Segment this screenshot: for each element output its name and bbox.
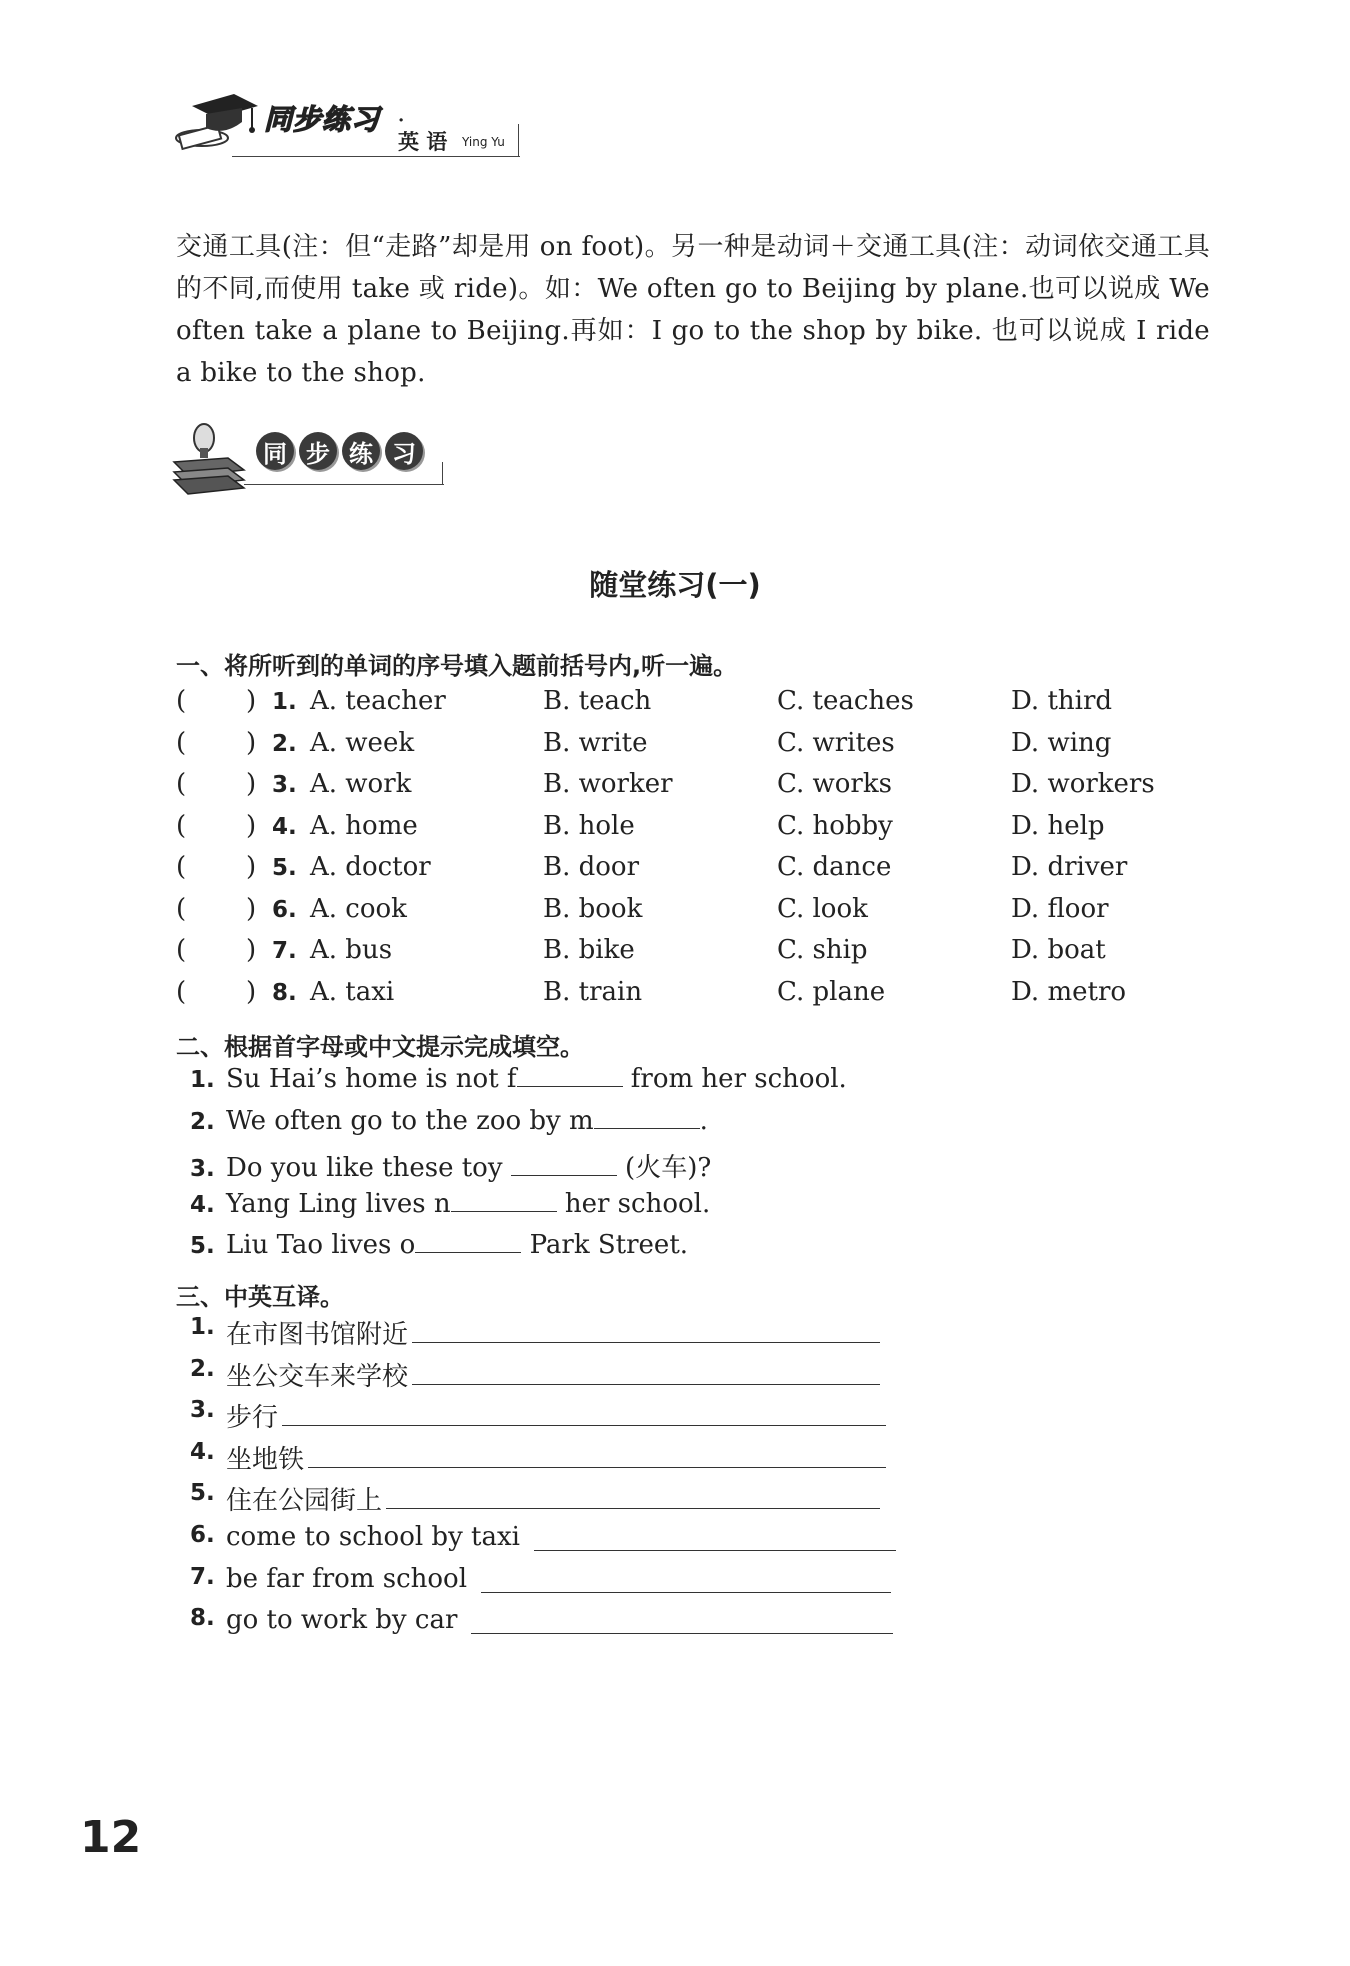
translation-item — [190, 1564, 1090, 1606]
sentence-before: Yang Ling lives n — [226, 1188, 451, 1219]
multiple-choice-list — [176, 686, 1196, 1018]
section1-heading: 一、将所听到的单词的序号填入题前括号内,听一遍。 — [176, 652, 738, 680]
answer-line[interactable] — [412, 1314, 880, 1343]
sentence-after: from her school. — [622, 1064, 847, 1094]
header-rule-vertical — [518, 124, 519, 157]
question-number: 1. — [272, 689, 297, 715]
translation-item — [190, 1314, 1090, 1356]
mc-item — [176, 977, 1196, 1019]
section3-heading: 三、中英互译。 — [176, 1283, 344, 1311]
translation-item — [190, 1439, 1090, 1481]
header-subject: 英 语 — [398, 130, 448, 154]
mc-item — [176, 769, 1196, 811]
answer-paren-open: ( — [176, 769, 187, 799]
question-number: 4. — [190, 1191, 215, 1218]
sentence-before: Liu Tao lives o — [226, 1230, 416, 1261]
option-c: C. ship — [777, 935, 868, 965]
option-d: D. metro — [1011, 976, 1127, 1007]
question-number: 8. — [272, 979, 297, 1006]
question-number: 3. — [190, 1397, 215, 1424]
question-number: 4. — [190, 1438, 215, 1465]
answer-paren-close: ) — [246, 727, 257, 758]
answer-paren-open: ( — [176, 810, 187, 841]
answer-paren-close: ) — [246, 769, 257, 799]
sentence-after: (火车)? — [616, 1153, 712, 1184]
option-a: A. bus — [310, 935, 393, 965]
question-number: 2. — [272, 730, 297, 757]
translation-item — [190, 1605, 1090, 1647]
fill-item — [190, 1064, 1090, 1106]
banner-rule — [244, 484, 444, 485]
option-c: C. works — [777, 769, 892, 799]
option-d: D. driver — [1011, 852, 1128, 882]
option-d: D. boat — [1011, 935, 1106, 965]
answer-line[interactable] — [534, 1522, 896, 1551]
answer-paren-close: ) — [246, 810, 257, 841]
header-title: 同步练习 — [264, 103, 381, 136]
translation-item — [190, 1397, 1090, 1439]
question-number: 3. — [190, 1156, 215, 1183]
question-number: 2. — [190, 1108, 215, 1135]
option-b: B. door — [543, 852, 640, 882]
option-c: C. hobby — [777, 810, 893, 841]
question-number: 6. — [272, 896, 297, 923]
option-c: C. dance — [777, 852, 892, 882]
prompt-text: 步行 — [226, 1403, 279, 1434]
option-c: C. teaches — [777, 686, 914, 716]
option-c: C. look — [777, 893, 868, 924]
option-a: A. work — [310, 769, 412, 799]
banner-char: 同 — [256, 432, 294, 470]
translation-item — [190, 1356, 1090, 1398]
question-number: 1. — [190, 1314, 215, 1340]
translation-list — [190, 1314, 1090, 1647]
option-a: A. week — [310, 727, 415, 758]
answer-paren-open: ( — [176, 727, 187, 758]
answer-line[interactable] — [471, 1605, 893, 1634]
answer-paren-close: ) — [246, 852, 257, 882]
translation-item — [190, 1480, 1090, 1522]
option-b: B. train — [543, 976, 643, 1007]
option-b: B. bike — [543, 935, 635, 965]
option-a: A. taxi — [310, 976, 395, 1007]
page-header — [172, 88, 522, 160]
mc-item — [176, 811, 1196, 853]
answer-paren-close: ) — [246, 686, 257, 716]
intro-paragraph: 交通工具(注：但“走路”却是用 on foot)。另一种是动词＋交通工具(注：动词依交通工具的不同,而使用 take 或 ride)。如：We often go to Beijing by plane.也可以说成 We often take a plane to Beijing.再如：I go to the shop by bike. 也可以说成 I ride a bike to the shop. — [176, 232, 1210, 388]
answer-line[interactable] — [282, 1397, 886, 1426]
answer-paren-open: ( — [176, 935, 187, 965]
prompt-text: 在市图书馆附近 — [226, 1320, 409, 1350]
sentence-before: We often go to the zoo by m — [226, 1105, 594, 1136]
prompt-text: go to work by car — [226, 1605, 458, 1636]
answer-line[interactable] — [412, 1356, 880, 1385]
option-d: D. floor — [1011, 893, 1109, 924]
section2-heading: 二、根据首字母或中文提示完成填空。 — [176, 1033, 584, 1061]
answer-line[interactable] — [386, 1480, 880, 1509]
sentence-after: . — [699, 1105, 708, 1136]
fill-item — [190, 1189, 1090, 1231]
answer-paren-open: ( — [176, 852, 187, 882]
question-number: 6. — [190, 1521, 215, 1548]
answer-paren-open: ( — [176, 686, 187, 716]
fill-in-list — [190, 1064, 1090, 1272]
mc-item — [176, 935, 1196, 977]
fill-item — [190, 1147, 1090, 1189]
answer-paren-close: ) — [246, 935, 257, 965]
header-rule — [232, 156, 520, 157]
question-number: 3. — [272, 772, 297, 798]
prompt-text: 坐地铁 — [226, 1444, 305, 1475]
header-dot: · — [398, 110, 405, 131]
translation-item — [190, 1522, 1090, 1564]
question-number: 4. — [272, 813, 297, 840]
option-a: A. doctor — [310, 852, 431, 882]
option-b: B. write — [543, 727, 648, 758]
option-a: A. home — [310, 810, 418, 841]
question-number: 5. — [190, 1480, 215, 1507]
banner-char: 练 — [342, 432, 380, 470]
sentence-before: Su Hai’s home is not f — [226, 1064, 517, 1094]
answer-blank[interactable] — [415, 1230, 521, 1253]
option-b: B. book — [543, 893, 643, 924]
question-number: 8. — [190, 1605, 215, 1632]
option-b: B. teach — [543, 686, 652, 716]
fill-item — [190, 1230, 1090, 1272]
answer-paren-open: ( — [176, 976, 187, 1007]
option-b: B. hole — [543, 810, 635, 841]
question-number: 5. — [190, 1233, 215, 1260]
prompt-text: come to school by taxi — [226, 1521, 520, 1552]
section-banner — [170, 418, 446, 496]
option-d: D. third — [1011, 686, 1113, 716]
header-pinyin: Ying Yu — [462, 135, 505, 149]
answer-blank[interactable] — [517, 1064, 623, 1087]
prompt-text: 坐公交车来学校 — [226, 1361, 409, 1392]
answer-blank[interactable] — [511, 1153, 617, 1176]
answer-line[interactable] — [481, 1564, 891, 1593]
mc-item — [176, 686, 1196, 728]
banner-rule-vertical — [442, 462, 443, 485]
banner-char: 步 — [299, 432, 337, 470]
option-d: D. help — [1011, 810, 1105, 841]
question-number: 2. — [190, 1355, 215, 1382]
option-b: B. worker — [543, 769, 673, 799]
option-c: C. plane — [777, 976, 886, 1007]
option-d: D. workers — [1011, 769, 1155, 799]
sentence-before: Do you like these toy — [226, 1153, 511, 1184]
books-lamp-icon — [170, 418, 250, 496]
answer-line[interactable] — [308, 1439, 886, 1468]
page-number: 12 — [80, 1812, 142, 1863]
question-number: 1. — [190, 1067, 215, 1093]
question-number: 5. — [272, 855, 297, 881]
answer-paren-close: ) — [246, 976, 257, 1007]
exercise-title: 随堂练习(一) — [589, 568, 761, 602]
answer-paren-close: ) — [246, 893, 257, 924]
answer-blank[interactable] — [594, 1106, 700, 1129]
question-number: 7. — [190, 1563, 215, 1590]
option-a: A. teacher — [310, 686, 446, 716]
graduation-cap-icon — [172, 88, 258, 160]
prompt-text: be far from school — [226, 1563, 468, 1594]
answer-paren-open: ( — [176, 893, 187, 924]
answer-blank[interactable] — [451, 1189, 557, 1212]
question-number: 7. — [272, 938, 297, 964]
prompt-text: 住在公园街上 — [226, 1486, 383, 1517]
option-d: D. wing — [1011, 727, 1112, 758]
banner-char: 习 — [385, 432, 423, 470]
sentence-after: Park Street. — [521, 1230, 689, 1261]
sentence-after: her school. — [556, 1188, 711, 1219]
option-c: C. writes — [777, 727, 895, 758]
option-a: A. cook — [310, 893, 407, 924]
fill-item — [190, 1106, 1090, 1148]
mc-item — [176, 852, 1196, 894]
mc-item — [176, 728, 1196, 770]
mc-item — [176, 894, 1196, 936]
